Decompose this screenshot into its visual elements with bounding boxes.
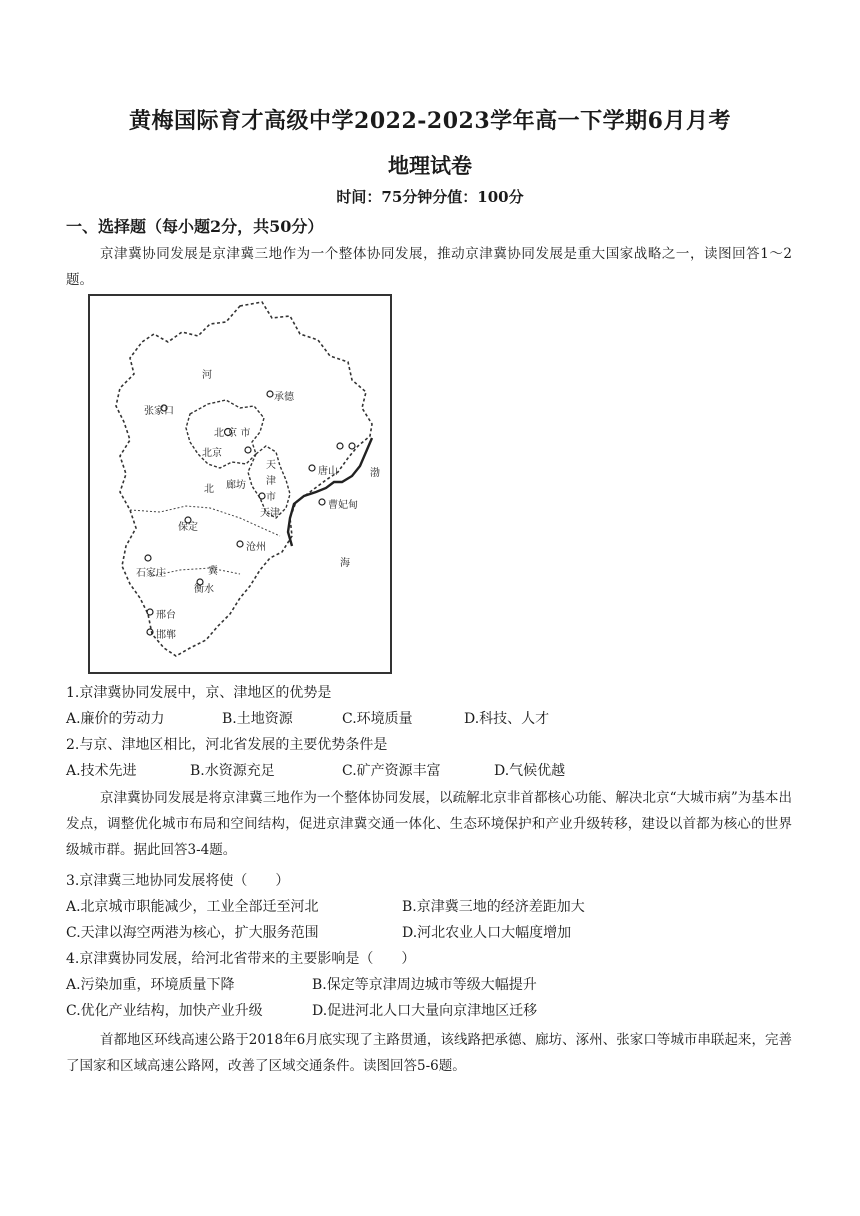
city-marker (349, 443, 355, 449)
city-marker (319, 499, 325, 505)
q3-option-b: B.京津冀三地的经济差距加大 (402, 899, 585, 915)
map-label-zhangjiakou: 张家口 (144, 406, 174, 417)
map-label-caofeidian: 曹妃甸 (328, 500, 358, 511)
question-1-stem: 1.京津冀协同发展中，京、津地区的优势是 (66, 685, 332, 701)
city-marker (145, 555, 151, 561)
q4-option-a: A.污染加重，环境质量下降 (66, 977, 235, 993)
jingjinji-map (88, 294, 392, 674)
map-label-handan: 邯郸 (156, 630, 176, 641)
map-label-tangshan: 唐山 (318, 466, 338, 477)
inner-border (130, 506, 280, 536)
map-label-hengshui: 衡水 (194, 584, 214, 595)
q1-option-c: C.环境质量 (342, 711, 413, 727)
city-marker (259, 493, 265, 499)
passage-1: 京津冀协同发展是京津冀三地作为一个整体协同发展，推动京津冀协同发展是重大国家战略之一，读图回答1～2题。 (66, 246, 792, 288)
map-label-he: 河 (202, 370, 212, 381)
passage-2: 京津冀协同发展是将京津冀三地作为一个整体协同发展，以疏解北京非首都核心功能、解决北京“大城市病”为基本出发点，调整优化城市布局和空间结构，促进京津冀交通一体化、生态环境保护和产业升级转移，建设以首都为核心的世界级城市群。据此回答3-4题。 (66, 790, 792, 858)
coastline (288, 438, 372, 546)
city-marker (267, 391, 273, 397)
q2-option-c: C.矿产资源丰富 (342, 763, 441, 779)
map-label-langfang: 廊坊 (226, 480, 246, 491)
map-label-tianjin: 天津 (260, 508, 280, 519)
city-marker (245, 447, 251, 453)
map-label-shijiazhuang: 石家庄 (136, 568, 166, 579)
q3-option-c: C.天津以海空两港为核心，扩大服务范围 (66, 925, 319, 941)
q3-option-a: A.北京城市职能减少，工业全部迁至河北 (66, 899, 319, 915)
exam-title: 黄梅国际育才高级中学2022-2023学年高一下学期6月月考 (129, 108, 731, 134)
map-label-hai: 海 (340, 558, 350, 569)
q1-option-d: D.科技、人才 (464, 711, 550, 727)
city-marker (237, 541, 243, 547)
city-marker (337, 443, 343, 449)
passage-3: 首都地区环线高速公路于2018年6月底实现了主路贯通，该线路把承德、廊坊、涿州、张家口等城市串联起来，完善了国家和区域高速公路网，改善了区域交通条件。读图回答5-6题。 (66, 1032, 792, 1074)
map-label-bei: 北 (204, 484, 214, 495)
question-3-stem: 3.京津冀三地协同发展将使（ ） (66, 873, 290, 889)
map-label-beijing-shi: 北 京 市 (214, 428, 251, 439)
map-label-ji: 冀 (208, 566, 218, 577)
map-label-xingtai: 邢台 (156, 610, 176, 621)
map-label-tian: 天 (266, 460, 276, 471)
question-4-stem: 4.京津冀协同发展，给河北省带来的主要影响是（ ） (66, 951, 416, 967)
map-label-cangzhou: 沧州 (246, 542, 266, 553)
map-label-bo: 渤 (370, 468, 380, 479)
q2-option-d: D.气候优越 (494, 763, 566, 779)
city-marker (147, 609, 153, 615)
section-heading: 一、选择题（每小题2分，共50分） (66, 217, 324, 236)
map-label-beijing: 北京 (202, 448, 222, 459)
city-marker (309, 465, 315, 471)
q2-option-b: B.水资源充足 (190, 763, 275, 779)
question-2-stem: 2.与京、津地区相比，河北省发展的主要优势条件是 (66, 737, 388, 753)
q3-option-d: D.河北农业人口大幅度增加 (402, 925, 572, 941)
map-label-jin: 津 (266, 476, 276, 487)
q4-option-d: D.促进河北人口大量向京津地区迁移 (312, 1003, 538, 1019)
map-label-shi: 市 (266, 492, 276, 503)
q2-option-a: A.技术先进 (66, 763, 137, 779)
exam-subtitle: 地理试卷 (388, 153, 472, 178)
q1-option-b: B.土地资源 (222, 711, 293, 727)
map-label-chengde: 承德 (274, 392, 294, 403)
map-label-baoding: 保定 (178, 522, 198, 533)
time-score-line: 时间：75分钟分值：100分 (336, 188, 524, 206)
q4-option-b: B.保定等京津周边城市等级大幅提升 (312, 977, 537, 993)
q4-option-c: C.优化产业结构，加快产业升级 (66, 1003, 263, 1019)
q1-option-a: A.廉价的劳动力 (66, 711, 165, 727)
